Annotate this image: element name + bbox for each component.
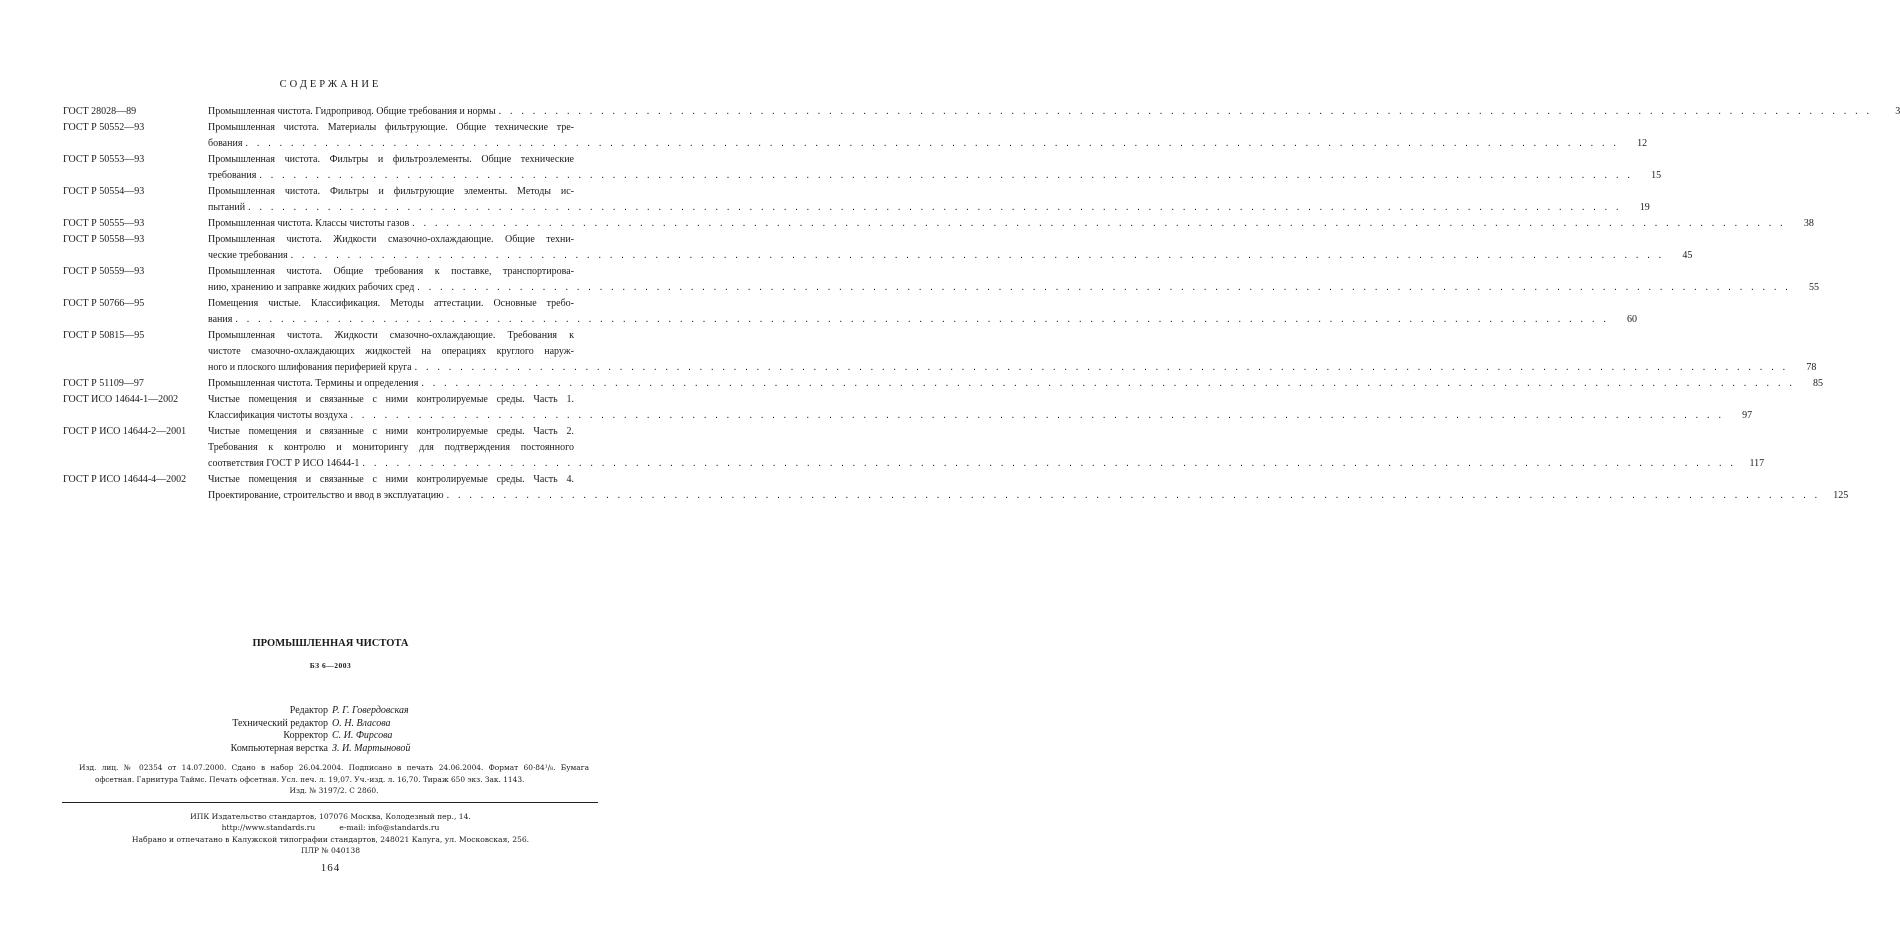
publisher-address: ИПК Издательство стандартов, 107076 Москва, Колодезный пер., 14.	[190, 812, 471, 821]
toc-entry	[63, 376, 1824, 392]
toc-page-number: 15	[1651, 170, 1662, 181]
toc-description-line: Проектирование, строительство и ввод в эксплуатацию	[208, 490, 444, 501]
toc-dot-leader	[417, 280, 1791, 296]
toc-standard-code: ГОСТ Р 50554—93	[63, 186, 145, 197]
toc-description	[208, 424, 1764, 472]
publisher-contacts: http://www.standards.ru e-mail: info@standards.ru	[221, 823, 440, 833]
toc-entry	[63, 264, 1819, 296]
toc-dot-leader	[447, 488, 1821, 504]
toc-entry	[63, 232, 1693, 264]
toc-standard-code: ГОСТ Р 50815—95	[63, 330, 145, 341]
toc-description-line: бования	[208, 138, 243, 149]
printer-info: Набрано и отпечатано в Калужской типографии стандартов, 248021 Калуга, ул. Московская, 256.	[131, 834, 530, 844]
credit-role: Редактор	[289, 705, 328, 716]
credit-name: З. И. Мартыновой	[332, 742, 411, 754]
toc-description-line: Чистые помещения и связанные с ними контролируемые среды. Часть 4.	[208, 474, 574, 485]
toc-page-number: 60	[1627, 314, 1638, 325]
toc-description	[208, 232, 1692, 264]
imprint	[79, 762, 589, 797]
credits	[0, 705, 661, 755]
toc-dot-leader	[350, 408, 1724, 424]
toc-description	[208, 152, 1661, 184]
credit-role: Корректор	[283, 730, 328, 741]
credit-name: Р. Г. Говердовская	[332, 705, 409, 716]
toc-description-line: требования	[208, 170, 257, 181]
toc-entry	[63, 152, 1662, 184]
toc-description	[208, 264, 1819, 296]
toc-description	[208, 104, 1900, 120]
toc-page-number: 78	[1806, 362, 1817, 373]
imprint-line: Изд. лиц. № 02354 от 14.07.2000. Сдано в набор 26.04.2004. Подписано в печать 24.06.2004. Формат 60·84¹/₈. Бумага	[79, 763, 589, 772]
toc-description-line: Помещения чистые. Классификация. Методы аттестации. Основные требо-	[208, 298, 574, 309]
toc-standard-code: ГОСТ 28028—89	[63, 106, 137, 117]
toc-dot-leader	[245, 136, 1619, 152]
imprint-line: Изд. № 3197/2. С 2860.	[289, 786, 379, 795]
toc-description-line: нию, хранению и заправке жидких рабочих сред	[208, 282, 415, 293]
credit-name: С. И. Фирсова	[332, 730, 393, 741]
toc-description-line: Промышленная чистота. Жидкости смазочно-охлаждающие. Требования к	[208, 330, 574, 341]
toc-page-number: 125	[1833, 490, 1849, 501]
license-number: ПЛР № 040138	[300, 845, 361, 855]
toc-page-number: 19	[1639, 202, 1650, 213]
toc-description-line: Промышленная чистота. Термины и определения	[208, 378, 419, 389]
toc-dot-leader	[248, 200, 1622, 216]
toc-entry	[63, 104, 1900, 120]
toc-entry	[63, 296, 1638, 328]
toc-dot-leader	[362, 456, 1736, 472]
credit-role: Технический редактор	[232, 717, 328, 729]
toc-description-line: Чистые помещения и связанные с ними контролируемые среды. Часть 1.	[208, 394, 574, 405]
toc-description	[208, 216, 1814, 232]
toc-description-line: пытаний	[208, 202, 246, 213]
toc-description	[208, 376, 1823, 392]
toc-page-number: 12	[1637, 138, 1648, 149]
toc-description-line: Промышленная чистота. Гидропривод. Общие требования и нормы	[208, 106, 496, 117]
toc-entry	[63, 392, 1753, 424]
toc-description-line: Чистые помещения и связанные с ними контролируемые среды. Часть 2.	[208, 426, 574, 437]
toc-description	[208, 184, 1650, 216]
toc-description	[208, 392, 1752, 424]
toc-description	[208, 120, 1647, 152]
toc-description-line: Промышленная чистота. Фильтры и фильтрующие элементы. Методы ис-	[208, 186, 574, 197]
page-number: 164	[320, 862, 341, 874]
credit-layout	[0, 743, 661, 756]
toc-page-number: 97	[1742, 410, 1753, 421]
toc-description	[208, 296, 1637, 328]
toc-dot-leader	[499, 104, 1873, 120]
toc-description-line: Промышленная чистота. Фильтры и фильтроэлементы. Общие технические	[208, 154, 574, 165]
toc-description-line: Требования к контролю и мониторингу для подтверждения постоянного	[208, 442, 574, 453]
publisher-info	[0, 811, 661, 856]
toc-entry	[63, 216, 1814, 232]
contents-heading: СОДЕРЖАНИЕ	[279, 79, 382, 90]
toc-dot-leader	[291, 248, 1665, 264]
toc-page-number: 3	[1895, 106, 1900, 117]
toc-dot-leader	[259, 168, 1633, 184]
credit-role: Компьютерная верстка	[230, 742, 328, 754]
toc-description	[208, 328, 1816, 376]
toc-entry	[63, 120, 1648, 152]
toc-standard-code: ГОСТ Р ИСО 14644-2—2001	[63, 426, 187, 437]
credit-proofreader	[0, 730, 661, 743]
toc-description-line: Промышленная чистота. Общие требования к поставке, транспортирова-	[208, 266, 574, 277]
credit-name: О. Н. Власова	[332, 717, 391, 729]
toc-entry	[63, 184, 1650, 216]
toc-entry	[63, 424, 1765, 472]
toc-description-line: ческие требования	[208, 250, 288, 261]
toc-page-number: 85	[1813, 378, 1824, 389]
toc-page-number: 45	[1682, 250, 1693, 261]
toc-description-line: Промышленная чистота. Материалы фильтрующие. Общие технические тре-	[208, 122, 574, 133]
toc-standard-code: ГОСТ ИСО 14644-1—2002	[63, 394, 179, 405]
toc-standard-code: ГОСТ Р 50766—95	[63, 298, 145, 309]
toc-standard-code: ГОСТ Р 50552—93	[63, 122, 145, 133]
divider	[62, 802, 598, 803]
toc-dot-leader	[412, 216, 1786, 232]
toc-page-number: 55	[1809, 282, 1819, 293]
toc-page-number: 38	[1803, 218, 1814, 229]
toc-standard-code: ГОСТ Р ИСО 14644-4—2002	[63, 474, 187, 485]
table-of-contents	[63, 104, 1900, 504]
toc-standard-code: ГОСТ Р 50559—93	[63, 266, 145, 277]
toc-entry	[63, 472, 1849, 504]
toc-standard-code: ГОСТ Р 50558—93	[63, 234, 145, 245]
toc-description-line: Классификация чистоты воздуха	[208, 410, 348, 421]
toc-description-line: соответствия ГОСТ Р ИСО 14644-1	[208, 458, 360, 469]
toc-page-number: 117	[1749, 458, 1765, 469]
credit-technical-editor	[0, 718, 661, 731]
toc-dot-leader	[421, 376, 1795, 392]
credit-editor	[0, 705, 661, 718]
toc-dot-leader	[415, 360, 1789, 376]
collection-subtitle: БЗ 6—2003	[309, 661, 352, 670]
toc-dot-leader	[235, 312, 1609, 328]
toc-entry	[63, 328, 1817, 376]
toc-description-line: чистоте смазочно-охлаждающих жидкостей на операциях круглого наруж-	[208, 346, 574, 357]
toc-description	[208, 472, 1848, 504]
toc-description-line: Промышленная чистота. Классы чистоты газов	[208, 218, 410, 229]
collection-title: ПРОМЫШЛЕННАЯ ЧИСТОТА	[252, 638, 409, 649]
toc-description-line: вания	[208, 314, 233, 325]
toc-description-line: Промышленная чистота. Жидкости смазочно-охлаждающие. Общие техни-	[208, 234, 574, 245]
toc-standard-code: ГОСТ Р 51109—97	[63, 378, 144, 389]
imprint-line: офсетная. Гарнитура Таймс. Печать офсетная. Усл. печ. л. 19,07. Уч.-изд. л. 16,70. Тираж 650 экз. Зак. 1143.	[95, 774, 525, 784]
toc-description-line: ного и плоского шлифования периферией круга	[208, 362, 412, 373]
toc-standard-code: ГОСТ Р 50553—93	[63, 154, 145, 165]
toc-standard-code: ГОСТ Р 50555—93	[63, 218, 145, 229]
